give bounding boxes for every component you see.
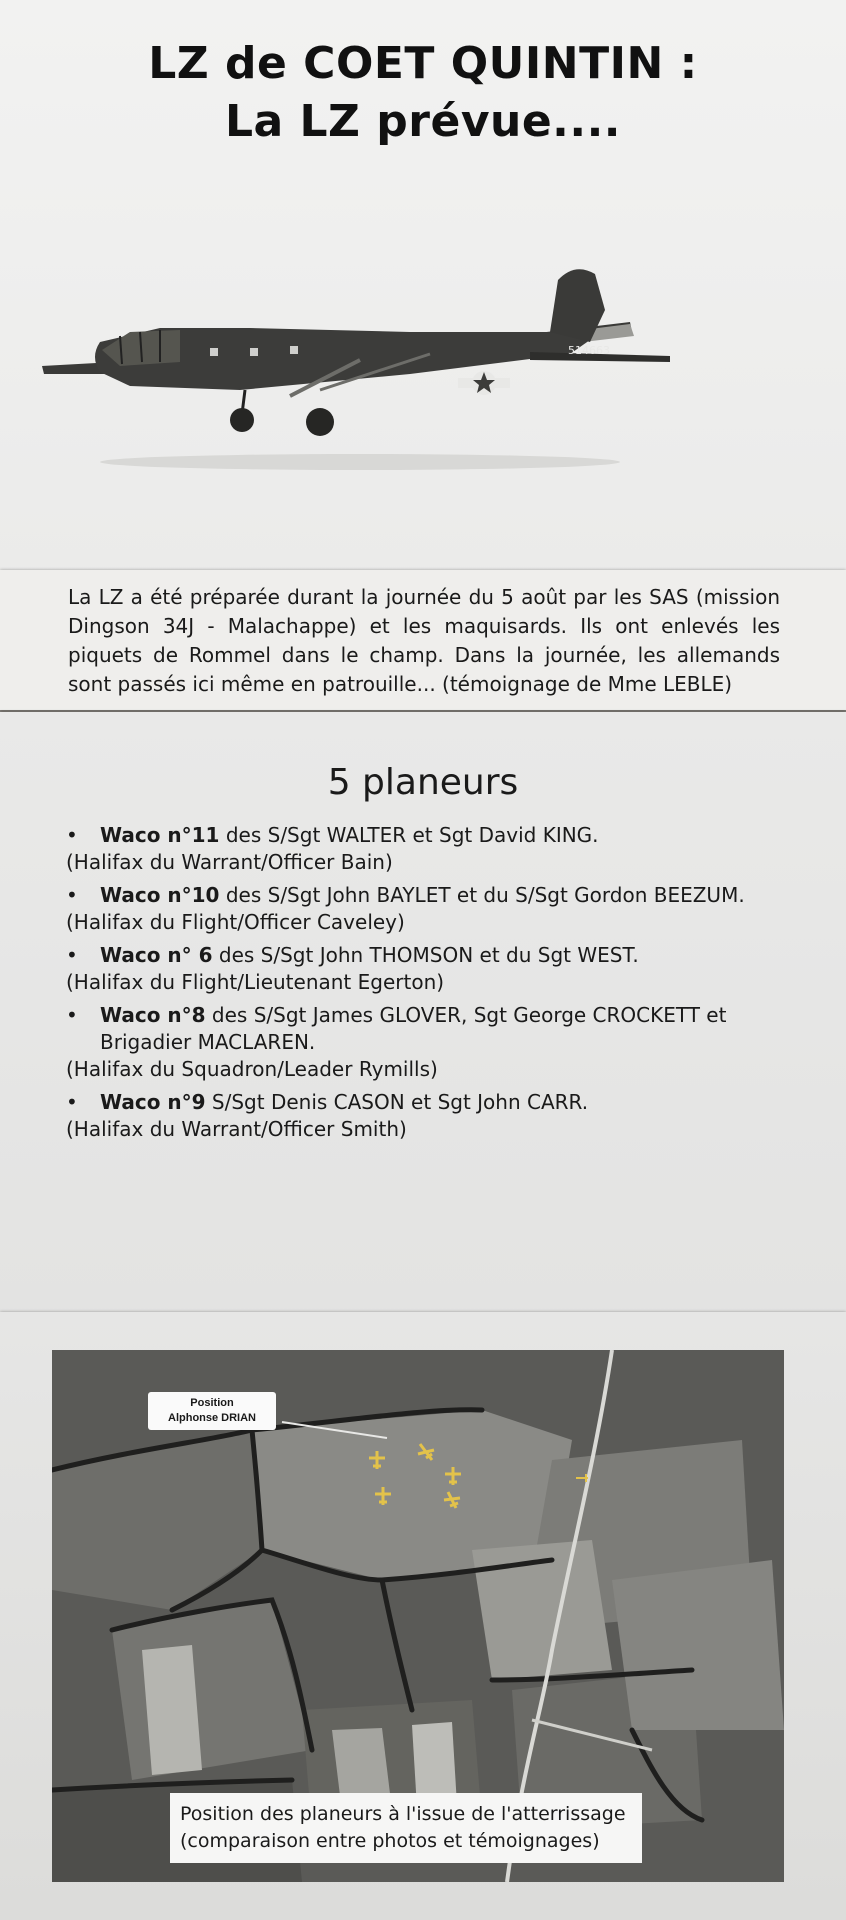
- intro-paragraph: La LZ a été préparée durant la journée du 5 août par les SAS (mission Dingson 34J - Malachappe) et les maquisards. Ils ont enlevés les piquets de Rommel dans le champ. Dans la journée, les allemands sont passés ici même en patrouille... (témoignage de Mme LEBLE): [68, 585, 780, 696]
- position-marker-icon: [574, 1472, 590, 1484]
- glider-name: Waco n°9: [100, 1090, 206, 1114]
- bullet-icon: •: [66, 823, 78, 847]
- bullet-icon: •: [66, 1090, 78, 1114]
- glider-crew: des S/Sgt James GLOVER, Sgt George CROCKETT et Brigadier MACLAREN.: [100, 1003, 727, 1054]
- gliders-section-title: 5 planeurs: [327, 762, 519, 803]
- glider-name: Waco n°10: [100, 883, 220, 907]
- glider-crew: S/Sgt Denis CASON et Sgt John CARR.: [205, 1090, 589, 1114]
- glider-name: Waco n°8: [100, 1003, 206, 1027]
- page-title-line2: La LZ prévue....: [224, 96, 622, 147]
- title-sheet: [0, 0, 846, 570]
- position-label-line2: Alphonse DRIAN: [168, 1412, 256, 1424]
- position-label-line1: Position: [190, 1397, 234, 1409]
- glider-tow-aircraft: (Halifax du Squadron/Leader Rymills): [66, 1057, 438, 1081]
- glider-marker-icon: [442, 1490, 462, 1510]
- list-item: [62, 882, 802, 936]
- list-item: [62, 822, 802, 876]
- glider-tow-aircraft: (Halifax du Warrant/Officer Bain): [66, 850, 393, 874]
- photo-caption-line2: (comparaison entre photos et témoignages): [180, 1830, 600, 1852]
- glider-marker-icon: [373, 1486, 393, 1506]
- glider-tow-aircraft: (Halifax du Warrant/Officer Smith): [66, 1117, 407, 1141]
- glider-serial: 514663: [568, 344, 610, 357]
- glider-list: [62, 822, 802, 1149]
- glider-marker-icon: [367, 1450, 387, 1470]
- photo-caption-line1: Position des planeurs à l'issue de l'atterrissage: [180, 1803, 626, 1825]
- list-item: [62, 942, 802, 996]
- glider-name: Waco n°11: [100, 823, 220, 847]
- glider-marker-icon: [443, 1466, 463, 1486]
- glider-name: Waco n° 6: [100, 943, 213, 967]
- page-title-line1: LZ de COET QUINTIN :: [148, 38, 698, 89]
- glider-tow-aircraft: (Halifax du Flight/Officer Caveley): [66, 910, 405, 934]
- glider-tow-aircraft: (Halifax du Flight/Lieutenant Egerton): [66, 970, 445, 994]
- bullet-icon: •: [66, 883, 78, 907]
- position-label: [148, 1392, 276, 1430]
- glider-crew: des S/Sgt John THOMSON et du Sgt WEST.: [212, 943, 639, 967]
- photo-caption: [170, 1793, 642, 1863]
- list-item: [62, 1002, 802, 1083]
- glider-marker-icon: [416, 1442, 436, 1462]
- waco-glider-photo: [30, 262, 750, 502]
- bullet-icon: •: [66, 1003, 78, 1027]
- glider-crew: des S/Sgt WALTER et Sgt David KING.: [219, 823, 599, 847]
- bullet-icon: •: [66, 943, 78, 967]
- list-item: [62, 1089, 802, 1143]
- glider-crew: des S/Sgt John BAYLET et du S/Sgt Gordon BEEZUM.: [219, 883, 745, 907]
